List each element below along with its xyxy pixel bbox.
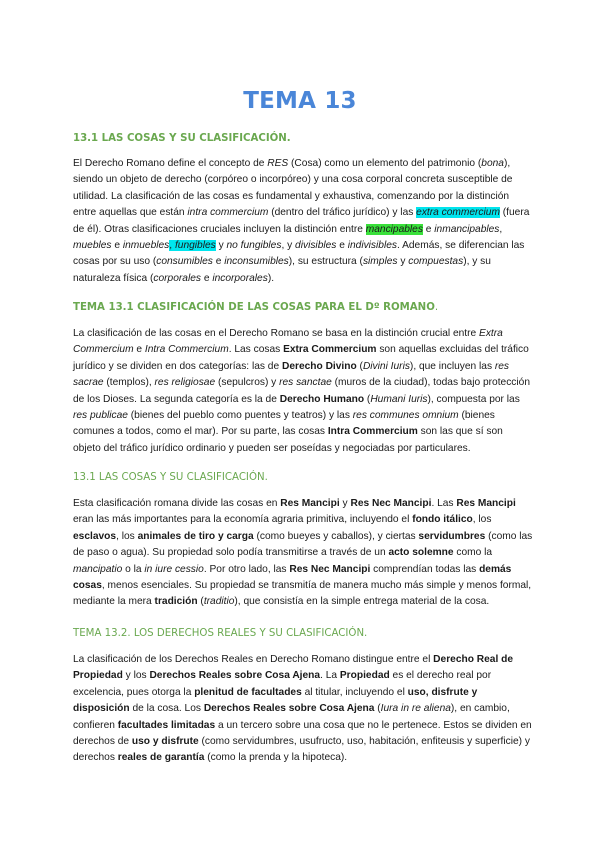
section-heading-derechos-reales: TEMA 13.2. LOS DERECHOS REALES Y SU CLASIFICACIÓN. — [73, 628, 368, 639]
highlight-extra-commercium: extra commercium — [416, 207, 500, 219]
highlight-mancipables: mancipables — [365, 223, 423, 235]
section-heading-clasificacion: TEMA 13.1 CLASIFICACIÓN DE LAS COSAS PARA EL Dº ROMANO. — [73, 302, 439, 313]
section-heading-mancipi: 13.1 LAS COSAS Y SU CLASIFICACIÓN. — [73, 472, 268, 483]
section-heading-cosas: 13.1 LAS COSAS Y SU CLASIFICACIÓN. — [73, 133, 291, 144]
page-title: TEMA 13 — [243, 88, 357, 114]
paragraph-derechos-reales: La clasificación de los Derechos Reales en Derecho Romano distingue entre el Derecho Real de Propiedad y los Derechos Reales sobre Cosa Ajena. La Propiedad es el derecho real por excelencia, pues otorga la plenitud de facultades al titular, incluyendo el uso, disfrute y disposición de la cosa. Los Derechos Reales sobre Cosa Ajena (Iura in re aliena), en cambio, confieren facultades limitadas a un tercero sobre una cosa que no le pertenece. Estos se dividen en derechos de uso y disfrute (como servidumbres, usufructo, uso, habitación, enfiteusis y superficie) y derechos reales de garantía (como la prenda y la hipoteca). — [73, 654, 532, 764]
paragraph-cosas: El Derecho Romano define el concepto de RES (Cosa) como un elemento del patrimonio (bona), siendo un objeto de derecho (corpóreo o incorpóreo) y una cosa corporal concreta susceptible de utilidad. La clasificación de las cosas es fundamental y exhaustiva, comenzando por la distinción entre aquellas que están intra commercium (dentro del tráfico jurídico) y las extra commercium (fuera de él). Otras clasificaciones cruciales incluyen la distinción entre mancipables e inmancipables, muebles e inmuebles, fungibles y no fungibles, y divisibles e indivisibles. Además, se diferencian las cosas por su uso (consumibles e inconsumibles), su estructura (simples y compuestas), y su naturaleza física (corporales e incorporales). — [73, 158, 530, 284]
paragraph-clasificacion: La clasificación de las cosas en el Derecho Romano se basa en la distinción crucial entre Extra Commercium e Intra Commercium. Las cosas Extra Commercium son aquellas excluidas del tráfico jurídico y se dividen en dos categorías: las de Derecho Divino (Divini Iuris), que incluyen las res sacrae (templos), res religiosae (sepulcros) y res sanctae (muros de la ciudad), todas bajo protección de los Dioses. La segunda categoría es la de Derecho Humano (Humani Iuris), compuesta por las res publicae (bienes del pueblo como puentes y teatros) y las res communes omnium (bienes comunes a todos, como el mar). Por su parte, las cosas Intra Commercium son las que sí son objeto del tráfico jurídico ordinario y pueden ser poseídas y negociadas por particulares. — [73, 328, 530, 454]
paragraph-mancipi: Esta clasificación romana divide las cosas en Res Mancipi y Res Nec Mancipi. Las Res Mancipi eran las más importantes para la economía agraria primitiva, incluyendo el fondo itálico, los esclavos, los animales de tiro y carga (como bueyes y caballos), y ciertas servidumbres (como las de paso o agua). Su propiedad solo podía transmitirse a través de un acto solemne como la mancipatio o la in iure cessio. Por otro lado, las Res Nec Mancipi comprendían todas las demás cosas, menos esenciales. Su propiedad se transmitía de manera mucho más simple y menos formal, mediante la mera tradición (traditio), que consistía en la simple entrega material de la cosa. — [73, 498, 533, 608]
highlight-fungibles: fungibles — [174, 240, 216, 252]
